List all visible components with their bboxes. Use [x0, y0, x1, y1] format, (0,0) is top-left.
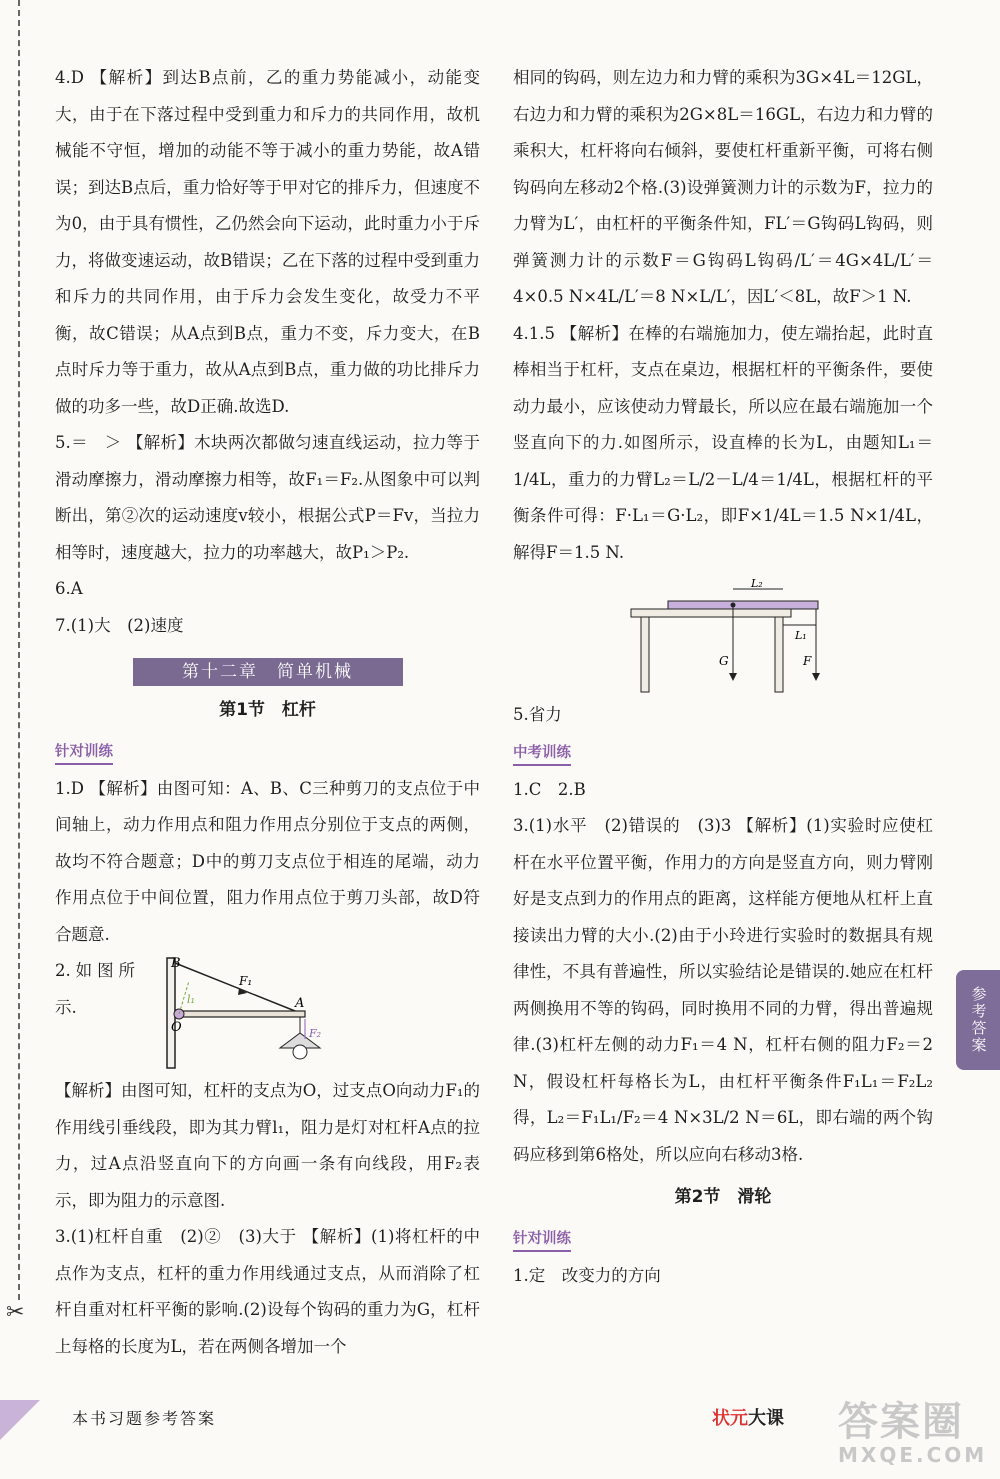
- lever-answer-4: 4.1.5 【解析】在棒的右端施加力，使左端抬起，此时直棒相当于杠杆，支点在桌边，根据杠杆的平衡条件，要使动力最小，应该使动力臂最长，所以应在最右端施加一个竖直向下的力.如图所示，设直棒的长为L，由题知L₁＝1/4L，重力的力臂L₂＝L/2－L/4＝1/4L，根据杠杆的平衡条件可得：F·L₁＝G·L₂，即F×1/4L＝1.5 N×1/4L，解得F＝1.5 N.: [513, 323, 933, 562]
- left-column: [55, 60, 480, 1365]
- footer-decoration: [0, 1400, 40, 1440]
- table-rod-figure: [513, 577, 933, 697]
- lever-lamp-figure: [135, 953, 375, 1073]
- label-L2: L₂: [751, 577, 763, 590]
- lever-answer-5: 5.省力: [513, 705, 562, 724]
- label-F1: F₁: [239, 974, 253, 988]
- lever-answer-2: 2.如图所示.: [55, 961, 135, 1017]
- label-l1: l₁: [187, 993, 195, 1006]
- lever-answer-1: 1.D 【解析】由图可知：A、B、C三种剪刀的支点位于中间轴上，动力作用点和阻力作用点分别位于支点的两侧，故均不符合题意；D中的剪刀支点位于相连的尾端，动力作用点位于中间位置，阻力作用点位于剪刀头部，故D符合题意.: [55, 778, 480, 944]
- training-label: 针对训练: [55, 741, 113, 765]
- exam-answer-3: 3.(1)水平 (2)错误的 (3)3 【解析】(1)实验时应使杠杆在水平位置平衡，作用力的方向是竖直方向，则力臂刚好是支点到力的作用点的距离，这样能方便地从杠杆上直接读出力臂的大小.(2)由于小玲进行实验时的数据具有规律性，不具有普遍性，所以实验结论是错误的.她应在杠杆两侧换用不等的钩码，同时换用不同的力臂，得出普遍规律.(3)杠杆左侧的动力F₁＝4 N，杠杆右侧的阻力F₂＝2 N，假设杠杆每格长为L，由杠杆平衡条件F₁L₁＝F₂L₂得，L₂＝F₁L₁/F₂＝4 N×3L/2 N＝6L，即右端的两个钩码应移到第6格处，所以应向右移动3格.: [513, 816, 933, 1164]
- section-title-1: 第1节 杠杆: [219, 700, 316, 720]
- answer-5: 5.＝ ＞ 【解析】木块两次都做匀速直线运动，拉力等于滑动摩擦力，滑动摩擦力相等，故F₁＝F₂.从图象中可以判断出，第②次的运动速度v较小，根据公式P＝Fv，当拉力相等时，速度越大，拉力的功率越大，故P₁＞P₂.: [55, 433, 480, 562]
- exam-training-label: 中考训练: [513, 742, 571, 766]
- answer-6: 6.A: [55, 579, 83, 598]
- label-F2: F₂: [309, 1027, 322, 1040]
- footer-text: 本书习题参考答案: [72, 1409, 217, 1428]
- label-O: O: [171, 1020, 182, 1035]
- lever-answer-3-cont: 相同的钩码，则左边力和力臂的乘积为3G×4L＝12GL，右边力和力臂的乘积为2G×8L＝16GL，右边力和力臂的乘积大，杠杆将向右倾斜，要使杠杆重新平衡，可将右侧钩码向左移动2个格.(3)设弹簧测力计的示数为F，拉力的力臂为L′，由杠杆的平衡条件知，FL′＝G钩码L钩码，则弹簧测力计的示数F＝G钩码L钩码/L′＝4G×4L/L′＝4×0.5 N×4L/L′＝8 N×L/L′，因L′＜8L，故F＞1 N.: [513, 68, 933, 306]
- answer-4: 4.D 【解析】到达B点前，乙的重力势能减小，动能变大，由于在下落过程中受到重力和斥力的共同作用，故机械能不守恒，增加的动能不等于减小的重力势能，故A错误；到达B点后，重力恰好等于甲对它的排斥力，但速度不为0，由于具有惯性，乙仍然会向下运动，此时重力小于斥力，将做变速运动，故B错误；乙在下落的过程中受到重力和斥力的共同作用，由于斥力会发生变化，故受力不平衡，故C错误；从A点到B点，重力不变，斥力变大，在B点时斥力等于重力，故从A点到B点，重力做的功比排斥力做的功多一些，故D正确.故选D.: [55, 68, 480, 416]
- lever-answer-2-explain: 【解析】由图可知，杠杆的支点为O，过支点O向动力F₁的作用线引垂线段，即为其力臂l₁，阻力是灯对杠杆A点的拉力，过A点沿竖直向下的方向画一条有向线段，用F₂表示，即为阻力的示意图.: [55, 1081, 480, 1210]
- answer-7: 7.(1)大 (2)速度: [55, 615, 184, 635]
- exam-answer-1-2: 1.C 2.B: [513, 779, 586, 799]
- chapter-title: 第十二章 简单机械: [133, 658, 403, 686]
- label-A: A: [295, 996, 305, 1011]
- watermark-big: 答案圈: [838, 1399, 964, 1445]
- brand-black: 大课: [748, 1408, 784, 1429]
- right-column: [513, 60, 933, 1294]
- watermark: [838, 1400, 998, 1470]
- watermark-small: MXQE.COM: [838, 1443, 988, 1467]
- lever-answer-3: 3.(1)杠杆自重 (2)② (3)大于 【解析】(1)将杠杆的中点作为支点，杠杆的重力作用线通过支点，从而消除了杠杆自重对杠杆平衡的影响.(2)设每个钩码的重力为G，杠杆上每格的长度为L，若在两侧各增加一个: [55, 1227, 480, 1356]
- section-title-2: 第2节 滑轮: [674, 1187, 772, 1207]
- label-B: B: [171, 956, 181, 971]
- cut-line: [18, 0, 20, 1300]
- training-label-2: 针对训练: [513, 1228, 571, 1252]
- label-F: F: [803, 654, 812, 668]
- side-tab-answers: 参考答案: [956, 970, 1000, 1070]
- scissors-icon: ✂: [6, 1300, 25, 1325]
- label-L1: L₁: [795, 629, 807, 642]
- brand-red: 状元: [712, 1408, 748, 1429]
- pulley-answer-1: 1.定 改变力的方向: [513, 1265, 661, 1285]
- label-G: G: [719, 654, 729, 668]
- brand-logo: [712, 1404, 784, 1430]
